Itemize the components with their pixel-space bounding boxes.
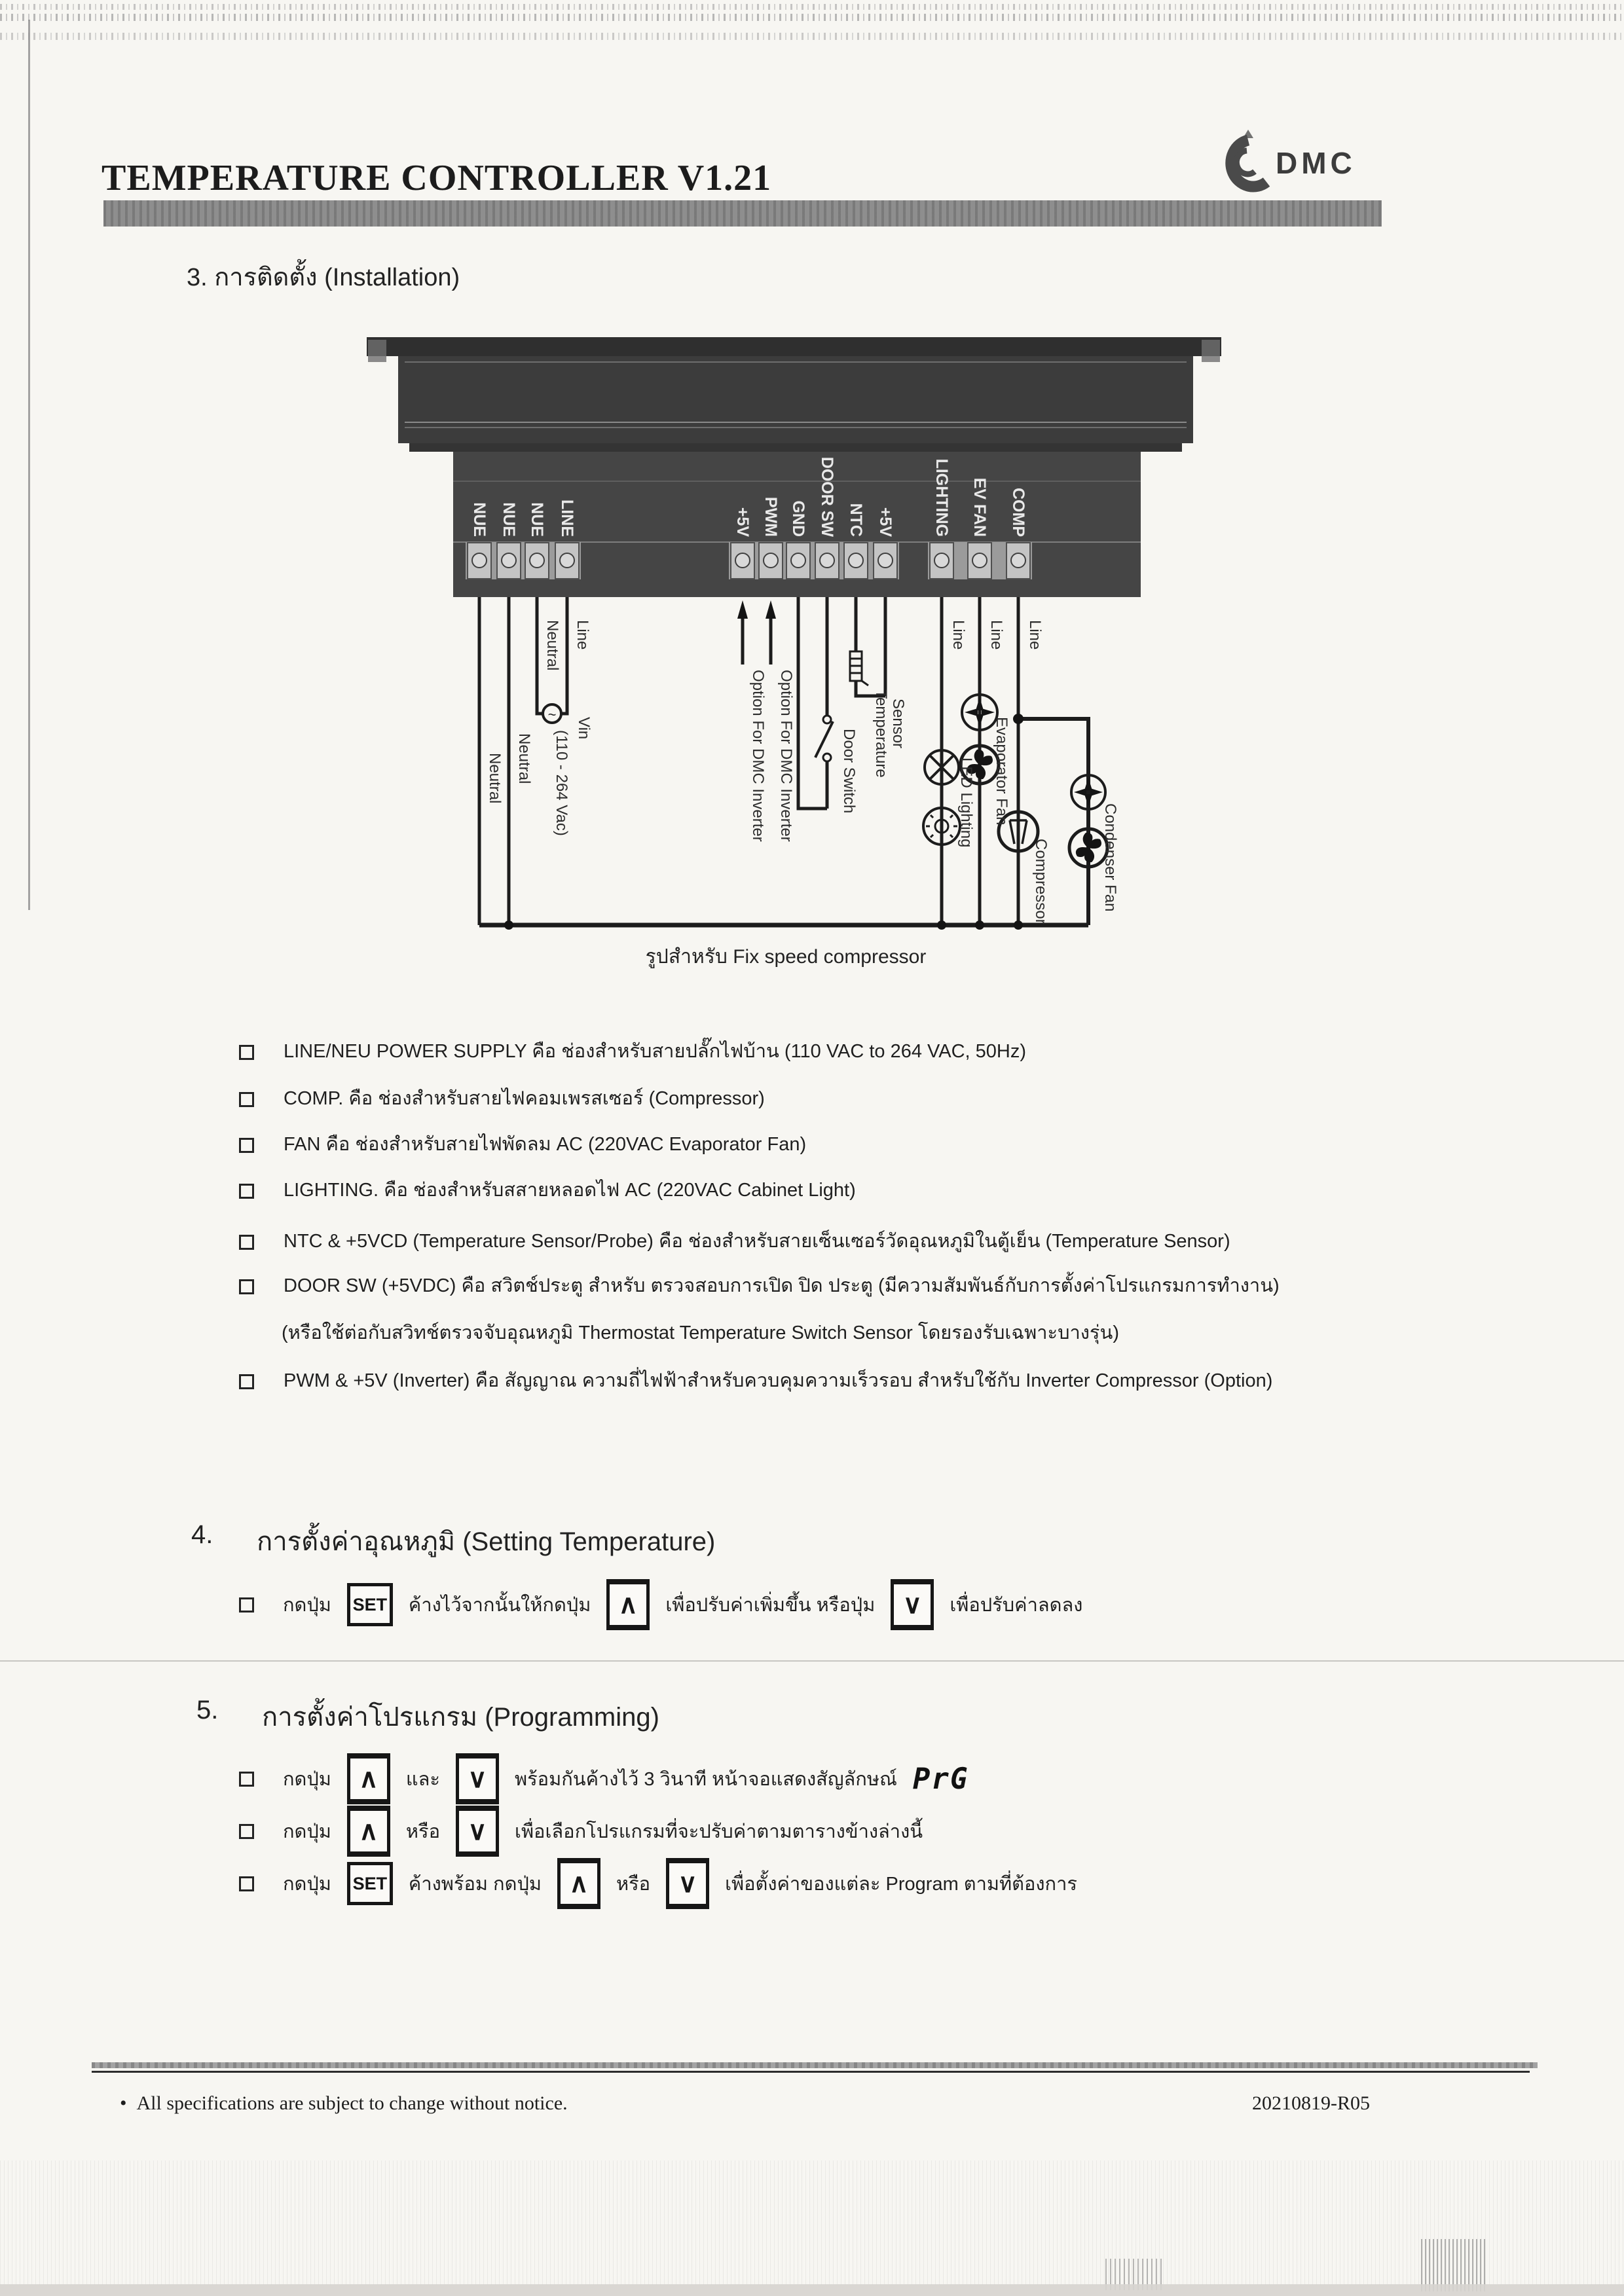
svg-text:Door Switch: Door Switch xyxy=(840,729,858,814)
footer-note: • All specifications are subject to change without notice. xyxy=(120,2092,568,2114)
footer-rule xyxy=(92,2071,1530,2073)
list-item: FAN คือ ช่องสำหรับสายไฟพัดลม AC (220VAC Evaporator Fan) xyxy=(239,1133,806,1156)
square-bullet-icon xyxy=(239,1279,254,1294)
up-button: ∧ xyxy=(347,1806,390,1857)
square-bullet-icon xyxy=(239,1138,254,1153)
svg-text:EV FAN: EV FAN xyxy=(970,477,989,537)
svg-text:NTC: NTC xyxy=(847,503,865,537)
svg-text:NUE: NUE xyxy=(470,502,489,537)
list-item: PWM & +5V (Inverter) คือ สัญญาณ ความถี่ไฟฟ้าสำหรับควบคุมความเร็วรอบ สำหรับใช้กับ Inverter Compressor (Option) xyxy=(239,1369,1272,1393)
svg-text:LINE: LINE xyxy=(558,500,576,537)
down-button: ∨ xyxy=(891,1579,934,1630)
svg-text:LED Lighting: LED Lighting xyxy=(957,757,975,848)
up-button: ∧ xyxy=(347,1753,390,1804)
up-button: ∧ xyxy=(606,1579,650,1630)
svg-text:Line: Line xyxy=(987,620,1005,650)
list-item: NTC & +5VCD (Temperature Sensor/Probe) คือ ช่องสำหรับสายเซ็นเซอร์วัดอุณหภูมิในตู้เย็น (Temperature Sensor) xyxy=(239,1230,1230,1253)
footer-bullet: • xyxy=(120,2092,127,2114)
svg-text:(110 - 264 Vac): (110 - 264 Vac) xyxy=(553,730,570,836)
scan-speckle-2 xyxy=(1421,2239,1486,2291)
terminal-blocks xyxy=(466,542,1032,579)
diagram-caption: รูปสำหรับ Fix speed compressor xyxy=(645,946,927,968)
svg-text:GND: GND xyxy=(789,500,807,537)
svg-text:Temperature: Temperature xyxy=(872,689,890,778)
list-item: COMP. คือ ช่องสำหรับสายไฟคอมเพรสเซอร์ (Compressor) xyxy=(239,1087,765,1110)
svg-text:Sensor: Sensor xyxy=(889,699,907,749)
set-button: SET xyxy=(347,1583,393,1626)
temperature-sensor-icon xyxy=(850,651,868,685)
section4-number: 4. xyxy=(191,1520,213,1549)
square-bullet-icon xyxy=(239,1235,254,1250)
svg-text:Neutral: Neutral xyxy=(486,753,504,804)
up-button: ∧ xyxy=(557,1858,600,1909)
inverter-option-arrows xyxy=(737,600,776,619)
section5-instruction-row-3: กดปุ่ม SET ค้างพร้อม กดปุ่ม ∧ หรือ ∨ เพื่อตั้งค่าของแต่ละ Program ตามที่ต้องการ xyxy=(239,1858,1077,1909)
square-bullet-icon xyxy=(239,1876,254,1891)
brand-name: DMC xyxy=(1276,146,1356,180)
document-title: TEMPERATURE CONTROLLER V1.21 xyxy=(101,158,772,198)
svg-text:Evaporator Fan: Evaporator Fan xyxy=(993,717,1010,826)
down-button: ∨ xyxy=(666,1858,709,1909)
list-item-continuation: (หรือใช้ต่อกับสวิทช์ตรวจจับอุณหภูมิ Thermostat Temperature Switch Sensor โดยรองรับเฉพาะบางรุ่น) xyxy=(282,1322,1119,1343)
scan-streak-top-3 xyxy=(0,33,1624,40)
down-button: ∨ xyxy=(456,1753,499,1804)
svg-text:PWM: PWM xyxy=(762,496,780,537)
svg-text:NUE: NUE xyxy=(500,502,518,537)
svg-text:COMP: COMP xyxy=(1009,488,1027,537)
faint-divider-line xyxy=(0,1660,1624,1662)
scan-streak-top-2 xyxy=(0,14,1624,21)
scan-bottom-band xyxy=(0,2284,1624,2296)
section5-number: 5. xyxy=(196,1696,219,1724)
svg-text:Condenser Fan: Condenser Fan xyxy=(1101,803,1119,912)
prg-display-symbol: PrG xyxy=(912,1762,969,1796)
svg-text:Option For DMC Inverter: Option For DMC Inverter xyxy=(777,670,795,842)
square-bullet-icon xyxy=(239,1045,254,1060)
section5-instruction-row-2: กดปุ่ม ∧ หรือ ∨ เพื่อเลือกโปรแกรมที่จะปรับค่าตามตารางข้างล่างนี้ xyxy=(239,1806,923,1857)
footer-gray-bar xyxy=(92,2062,1538,2068)
svg-text:Vin: Vin xyxy=(575,717,593,740)
svg-text:+5V: +5V xyxy=(876,507,895,537)
svg-text:DOOR SW: DOOR SW xyxy=(818,456,836,537)
scan-noise-bottom xyxy=(0,2160,1624,2285)
list-item: LINE/NEU POWER SUPPLY คือ ช่องสำหรับสายปลั๊กไฟบ้าน (110 VAC to 264 VAC, 50Hz) xyxy=(239,1040,1026,1063)
svg-text:Line: Line xyxy=(574,620,591,650)
section4-heading: การตั้งค่าอุณหภูมิ (Setting Temperature) xyxy=(257,1527,716,1556)
svg-text:Line: Line xyxy=(1026,620,1044,650)
down-button: ∨ xyxy=(456,1806,499,1857)
wire-labels xyxy=(486,620,1119,924)
page-edge-shadow xyxy=(28,20,30,910)
svg-text:~: ~ xyxy=(547,706,557,723)
installation-wiring-diagram xyxy=(327,324,1297,946)
square-bullet-icon xyxy=(239,1184,254,1199)
svg-text:LIGHTING: LIGHTING xyxy=(932,458,951,537)
square-bullet-icon xyxy=(239,1597,254,1613)
section5-instruction-row-1: กดปุ่ม ∧ และ ∨ พร้อมกันค้างไว้ 3 วินาที หน้าจอแสดงสัญลักษณ์ PrG xyxy=(239,1753,969,1804)
svg-text:+5V: +5V xyxy=(733,507,752,537)
door-switch-icon xyxy=(815,716,833,761)
square-bullet-icon xyxy=(239,1374,254,1389)
svg-text:Compressor: Compressor xyxy=(1032,839,1050,924)
svg-text:Line: Line xyxy=(950,620,967,650)
square-bullet-icon xyxy=(239,1092,254,1107)
svg-text:Neutral: Neutral xyxy=(544,620,561,671)
svg-text:NUE: NUE xyxy=(528,502,546,537)
list-item: DOOR SW (+5VDC) คือ สวิตช์ประตู สำหรับ ตรวจสอบการเปิด ปิด ประตู (มีความสัมพันธ์กับการตั้งค่าโปรแกรมการทำงาน) xyxy=(239,1274,1280,1298)
svg-text:Neutral: Neutral xyxy=(515,733,533,784)
list-item: LIGHTING. คือ ช่องสำหรับสสายหลอดไฟ AC (220VAC Cabinet Light) xyxy=(239,1178,856,1202)
ac-source-icon xyxy=(543,704,561,723)
document-revision-code: 20210819-R05 xyxy=(1252,2092,1370,2114)
svg-text:Option For DMC Inverter: Option For DMC Inverter xyxy=(749,670,767,842)
section3-heading: 3. การติดตั้ง (Installation) xyxy=(187,264,460,291)
square-bullet-icon xyxy=(239,1824,254,1839)
section5-heading: การตั้งค่าโปรแกรม (Programming) xyxy=(262,1703,659,1732)
scan-streak-top-1 xyxy=(0,4,1624,10)
section4-instruction-row: กดปุ่ม SET ค้างไว้จากนั้นให้กดปุ่ม ∧ เพื่อปรับค่าเพิ่มขึ้น หรือปุ่ม ∨ เพื่อปรับค่าลดลง xyxy=(239,1579,1082,1630)
title-underline-bar xyxy=(103,200,1382,227)
square-bullet-icon xyxy=(239,1772,254,1787)
set-button: SET xyxy=(347,1862,393,1905)
